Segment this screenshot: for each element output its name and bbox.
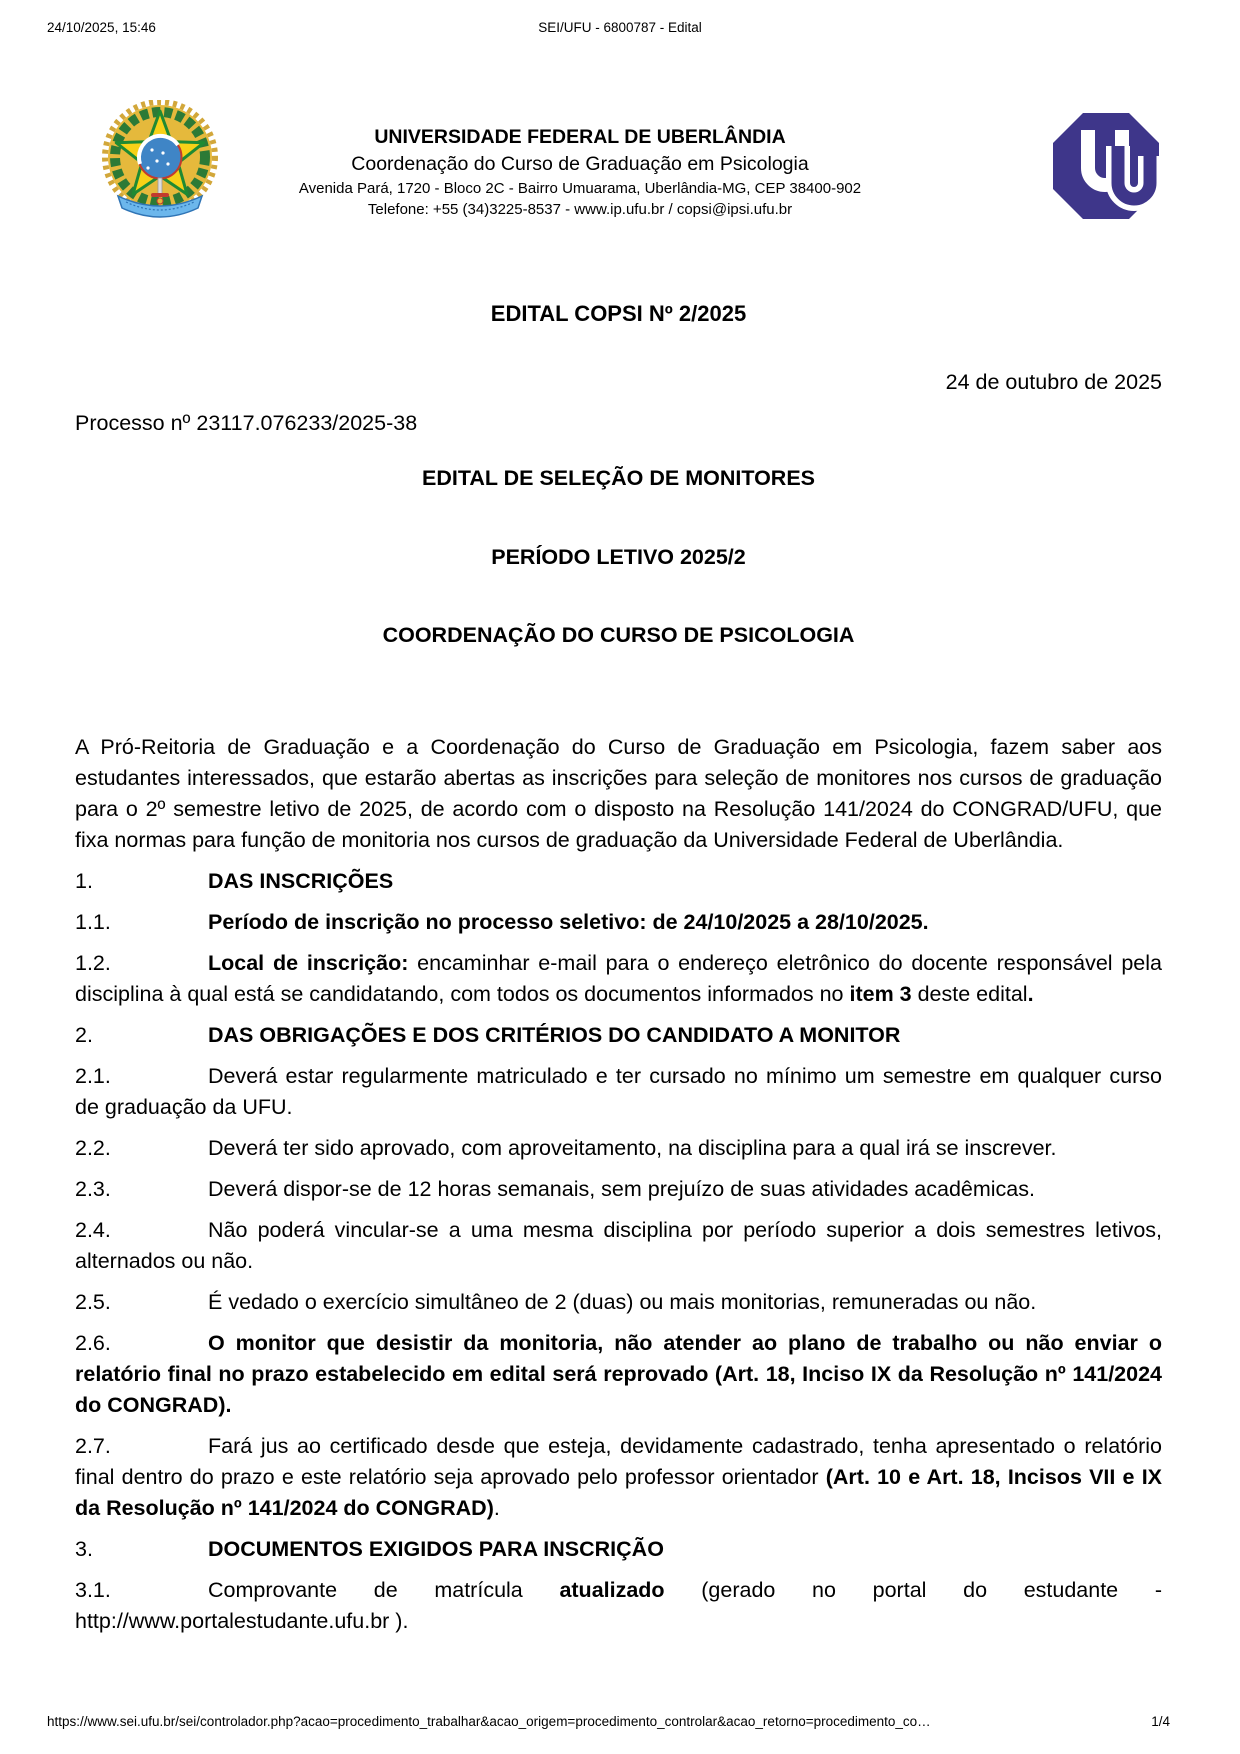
ufu-logo-icon (1050, 110, 1162, 227)
section-heading (75, 866, 1162, 897)
item-number: 1.1. (75, 910, 111, 934)
item-text-run: Não poderá vincular-se a uma mesma disciplina por período superior a dois semestres letivos, alternados ou não. (75, 1218, 1162, 1273)
item-number: 2.7. (75, 1434, 111, 1458)
item-text-run: DAS INSCRIÇÕES (208, 869, 394, 893)
section-heading (75, 1020, 1162, 1051)
subtitle-periodo: PERÍODO LETIVO 2025/2 (491, 545, 746, 569)
intro-paragraph: A Pró-Reitoria de Graduação e a Coordenação do Curso de Graduação em Psicologia, fazem saber aos estudantes interessados, que estarão abertas as inscrições para seleção de monitores nos cursos de graduação para o 2º semestre letivo de 2025, de acordo com o disposto na Resolução 141/2024 do CONGRAD/UFU, que fixa normas para função de monitoria nos cursos de graduação da Universidade Federal de Uberlândia. (75, 735, 1162, 852)
item-number: 2.4. (75, 1218, 111, 1242)
item-text-run: Local de inscrição: (208, 951, 409, 975)
item-text-run: . (493, 1496, 500, 1520)
section-item (75, 1215, 1162, 1277)
letterhead (75, 100, 1162, 231)
item-number: 1.2. (75, 951, 111, 975)
item-text-run: (Art. 10 e Art. 18, Incisos VII e IX da Resolução nº 141/2024 do CONGRAD) (75, 1465, 1163, 1520)
section-item (75, 907, 1162, 938)
item-text-run: item 3 (849, 982, 912, 1006)
contact-line: Telefone: +55 (34)3225-8537 - www.ip.ufu.br / copsi@ipsi.ufu.br (367, 201, 793, 218)
item-text-run: DAS OBRIGAÇÕES E DOS CRITÉRIOS DO CANDIDATO A MONITOR (208, 1023, 901, 1047)
print-header (0, 20, 1240, 36)
item-text-run: DOCUMENTOS EXIGIDOS PARA INSCRIÇÃO (208, 1537, 664, 1561)
print-header-doc-ref: SEI/UFU - 6800787 - Edital (538, 20, 702, 35)
section-item (75, 1328, 1162, 1421)
process-number: Processo nº 23117.076233/2025-38 (75, 411, 418, 435)
item-text-run: Fará jus ao certificado desde que esteja, devidamente cadastrado, tenha apresentado o relatório final dentro do prazo e este relatório seja aprovado pelo professor orientador (75, 1434, 1162, 1489)
print-footer-url: https://www.sei.ufu.br/sei/controlador.php?acao=procedimento_trabalhar&acao_origem=procedimento_controlar&acao_retorno=procedimento_co… (47, 1714, 931, 1729)
print-header-datetime: 24/10/2025, 15:46 (47, 20, 156, 35)
section-item (75, 948, 1162, 1010)
document-body (75, 732, 1162, 1637)
university-name: UNIVERSIDADE FEDERAL DE UBERLÂNDIA (374, 126, 786, 148)
document-title: EDITAL COPSI Nº 2/2025 (490, 301, 747, 326)
item-number: 3.1. (75, 1578, 111, 1602)
subtitle-coordenacao: COORDENAÇÃO DO CURSO DE PSICOLOGIA (382, 623, 855, 647)
item-text-run: deste edital (911, 982, 1028, 1006)
item-number: 2.2. (75, 1136, 111, 1160)
item-number: 3. (75, 1537, 93, 1561)
item-number: 2.5. (75, 1290, 111, 1314)
item-number: 1. (75, 869, 93, 893)
item-text-run: Deverá dispor-se de 12 horas semanais, sem prejuízo de suas atividades acadêmicas. (208, 1177, 1035, 1201)
section-item (75, 1575, 1162, 1637)
item-text-run: encaminhar e-mail para o endereço eletrônico do docente responsável pela disciplina à qual está se candidatando, com todos os documentos informados no (75, 951, 1162, 1006)
item-text-run: É vedado o exercício simultâneo de 2 (duas) ou mais monitorias, remuneradas ou não. (208, 1290, 1037, 1314)
item-text-run: atualizado (559, 1578, 665, 1602)
print-footer (47, 1714, 1170, 1730)
section-item (75, 1287, 1162, 1318)
item-text-run: . (1027, 982, 1034, 1006)
item-number: 2.3. (75, 1177, 111, 1201)
department-name: Coordenação do Curso de Graduação em Psicologia (351, 153, 809, 175)
document-date: 24 de outubro de 2025 (945, 370, 1162, 394)
address-line: Avenida Pará, 1720 - Bloco 2C - Bairro Umuarama, Uberlândia-MG, CEP 38400-902 (298, 180, 862, 197)
item-text-run: (gerado no portal do estudante - http://www.portalestudante.ufu.br ). (75, 1578, 1162, 1633)
item-number: 2. (75, 1023, 93, 1047)
item-number: 2.1. (75, 1064, 111, 1088)
section-item (75, 1174, 1162, 1205)
item-number: 2.6. (75, 1331, 111, 1355)
document-content (75, 100, 1162, 1637)
letterhead-text (220, 100, 1050, 220)
section-item (75, 1133, 1162, 1164)
item-text-run: Comprovante de matrícula (208, 1578, 560, 1602)
print-footer-page-number: 1/4 (1151, 1714, 1170, 1729)
item-text-run: Período de inscrição no processo seletivo: de 24/10/2025 a 28/10/2025. (208, 910, 929, 934)
item-text-run: O monitor que desistir da monitoria, não atender ao plano de trabalho ou não enviar o relatório final no prazo estabelecido em edital será reprovado (Art. 18, Inciso IX da Resolução nº 141/2024 do CONGRAD). (75, 1331, 1162, 1417)
section-item (75, 1431, 1162, 1524)
item-text-run: Deverá ter sido aprovado, com aproveitamento, na disciplina para a qual irá se inscrever. (208, 1136, 1057, 1160)
section-heading (75, 1534, 1162, 1565)
item-text-run: Deverá estar regularmente matriculado e ter cursado no mínimo um semestre em qualquer curso de graduação da UFU. (75, 1064, 1162, 1119)
brazil-coat-of-arms-icon (100, 100, 220, 231)
subtitle-selecao: EDITAL DE SELEÇÃO DE MONITORES (421, 466, 815, 490)
section-item (75, 1061, 1162, 1123)
